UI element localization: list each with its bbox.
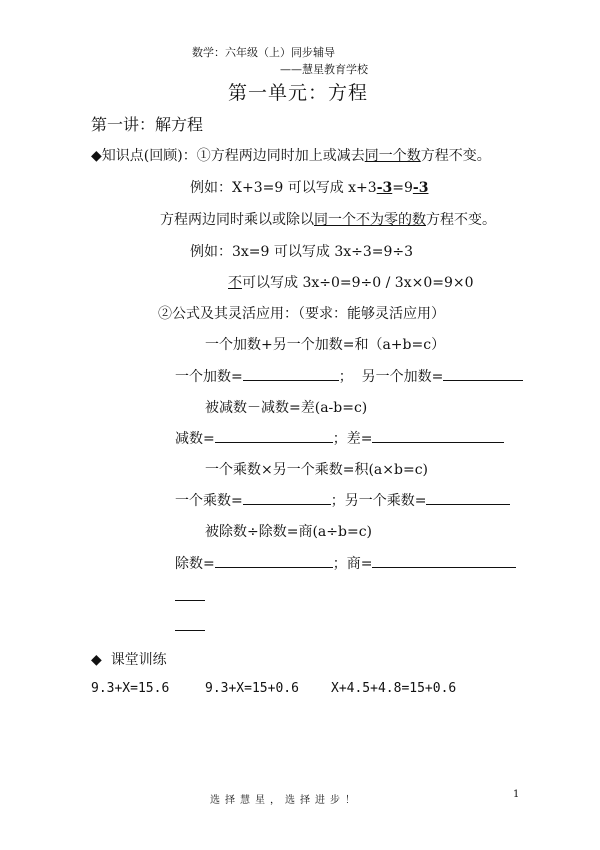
- subtraction-separator: ；: [332, 431, 347, 447]
- page-number: 1: [513, 789, 520, 800]
- answer-line[interactable]: [175, 630, 205, 631]
- example3-negation: 不: [228, 275, 242, 291]
- practice-heading: [91, 649, 167, 669]
- division-q2-blank[interactable]: [372, 553, 516, 568]
- division-q2-label: 商=: [346, 556, 373, 572]
- subtraction-q2-label: 差=: [346, 431, 373, 447]
- rule2-line: [160, 209, 496, 229]
- footer-slogan: 选择慧星，选择进步！: [210, 795, 360, 806]
- multiplication-q2-blank[interactable]: [426, 490, 510, 505]
- subtraction-q2-blank[interactable]: [372, 428, 504, 443]
- example1: [190, 177, 428, 197]
- knowledge-label: 知识点(回顾)：: [101, 148, 197, 164]
- multiplication-q1-label: 一个乘数=: [175, 493, 243, 509]
- division-q1-label: 除数=: [175, 556, 215, 572]
- subtraction-rule: 被减数－减数=差(a-b=c): [205, 400, 368, 416]
- header-school: ——慧星教育学校: [280, 63, 368, 76]
- page-title: 第一单元：方程: [228, 82, 369, 104]
- practice-heading-text: 课堂训练: [110, 652, 167, 668]
- multiplication-q2-label: 另一个乘数=: [344, 493, 427, 509]
- practice-equation-2: 9.3+X=15+0.6: [205, 681, 299, 696]
- diamond-bullet-icon: ◆: [91, 652, 102, 668]
- addition-q2-blank[interactable]: [443, 366, 523, 381]
- diamond-bullet-icon: ◆: [91, 148, 102, 164]
- subtraction-q1-label: 减数=: [175, 431, 215, 447]
- addition-separator: ；: [338, 369, 353, 385]
- header-course: 数学：六年级（上）同步辅导: [192, 46, 335, 59]
- answer-line[interactable]: [175, 600, 205, 601]
- lecture-heading: 第一讲：解方程: [91, 115, 204, 134]
- practice-equation-1: 9.3+X=15.6: [91, 681, 170, 696]
- addition-q2-label: 另一个加数=: [361, 369, 444, 385]
- rule1-suffix: 方程不变。: [420, 148, 491, 164]
- example3-text: 可以写成 3x÷0=9÷0 / 3x×0=9×0: [242, 275, 474, 291]
- division-separator: ；: [332, 556, 347, 572]
- practice-equation-3: X+4.5+4.8=15+0.6: [331, 681, 457, 696]
- addition-questions: [175, 366, 523, 386]
- multiplication-separator: ；: [330, 493, 345, 509]
- rule1-underlined: 同一个数: [364, 148, 421, 164]
- knowledge-line: [91, 145, 491, 165]
- subtraction-questions: [175, 428, 504, 448]
- division-questions: [175, 553, 516, 573]
- addition-rule: 一个加数+另一个加数=和（a+b=c）: [205, 337, 446, 353]
- example1-text: 例如：X+3=9 可以写成 x+3: [190, 180, 377, 196]
- rule2-suffix: 方程不变。: [426, 212, 496, 228]
- division-q1-blank[interactable]: [215, 553, 333, 568]
- rule2-underlined: 同一个不为零的数: [314, 212, 426, 228]
- example3: [228, 272, 474, 292]
- example2: 例如：3x=9 可以写成 3x÷3=9÷3: [190, 244, 414, 260]
- formula-intro: ②公式及其灵活应用：（要求：能够灵活应用）: [158, 306, 445, 322]
- division-rule: 被除数÷除数=商(a÷b=c): [205, 524, 372, 540]
- multiplication-rule: 一个乘数×另一个乘数=积(a×b=c): [205, 462, 428, 478]
- addition-q1-label: 一个加数=: [175, 369, 243, 385]
- rule2-text: 方程两边同时乘以或除以: [160, 212, 314, 228]
- example1-mid: =9: [392, 180, 413, 196]
- rule1-text: ①方程两边同时加上或减去: [196, 148, 365, 164]
- multiplication-questions: [175, 490, 510, 510]
- example1-term2: -3: [412, 180, 429, 196]
- subtraction-q1-blank[interactable]: [215, 428, 333, 443]
- addition-q1-blank[interactable]: [243, 366, 339, 381]
- example1-term1: -3: [376, 180, 393, 196]
- multiplication-q1-blank[interactable]: [243, 490, 331, 505]
